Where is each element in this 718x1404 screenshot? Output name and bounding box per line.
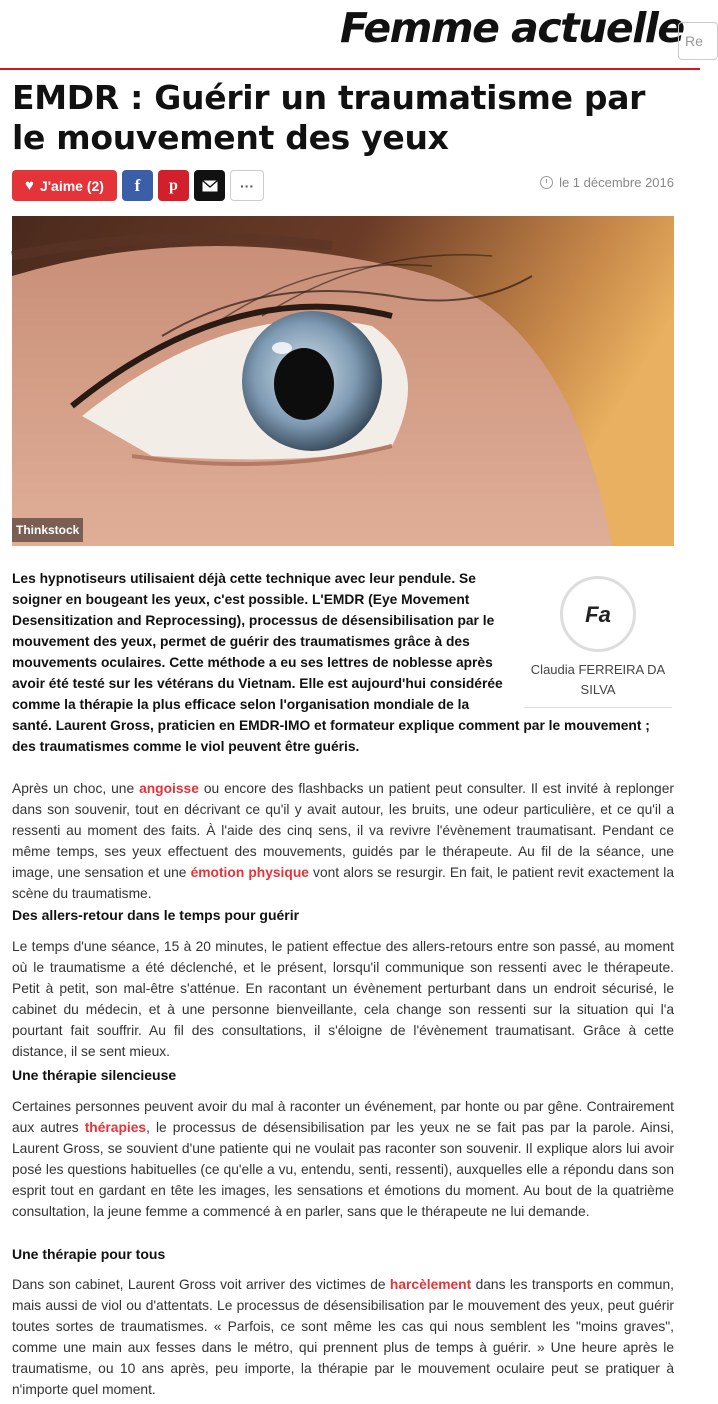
like-label: J'aime (2) — [39, 177, 104, 194]
paragraph-1 — [12, 778, 674, 904]
eye-photo-icon — [12, 216, 674, 546]
site-header — [0, 0, 703, 70]
paragraph-3 — [12, 1096, 674, 1222]
image-credit: Thinkstock — [12, 518, 83, 542]
subheading-1: Des allers-retour dans le temps pour guérir — [12, 907, 300, 923]
keyword-link[interactable]: émotion physique — [190, 865, 309, 880]
intro-text: Les hypnotiseurs utilisaient déjà cette technique avec leur pendule. Se soigner en bougeant les yeux, c'est possible. L'EMDR (Eye Movement Desensitization and Reprocessing), processus de désensibilisation par le mouvement des yeux, permet de guérir des traumatismes grâce à des mouvements oculaires. Cette méthode a eu ses lettres de noblesse après avoir été testé sur les vétérans du Vietnam. Elle est aujourd'hui considérée comme la thérapie la plus efficace selon l'organisation mondiale de la santé. Laurent Gross, praticien en EMDR-IMO et formateur explique comment par le mouvement ; des traumatismes comme le viol peuvent être guéris. — [12, 571, 650, 754]
heart-icon: ♥ — [25, 177, 34, 194]
keyword-link[interactable]: harcèlement — [389, 1277, 472, 1292]
facebook-share-button[interactable] — [122, 170, 153, 201]
paragraph-4 — [12, 1274, 674, 1400]
paragraph-2: Le temps d'une séance, 15 à 20 minutes, le patient effectue des allers-retours entre son passé, au moment où le traumatisme a été déclenché, et le présent, lorsqu'il communique son ressenti avec le thérapeute. Petit à petit, son mal-être s'atténue. En racontant un évènement perturbant dans un endroit sécurisé, le cabinet du médecin, et à une personne bienveillante, cela change son ressenti sur la situation qui l'a pourtant fait souffrir. Au fil des consultations, il s'éloigne de l'évènement traumatisant. Grâce à cette distance, il se sent mieux. — [12, 939, 674, 1059]
keyword-link[interactable]: thérapies — [84, 1120, 147, 1135]
article-intro — [12, 568, 672, 757]
like-button[interactable] — [12, 170, 117, 201]
facebook-icon: f — [134, 175, 141, 195]
author-name: Claudia FERREIRA DA SILVA — [530, 662, 666, 697]
site-logo[interactable]: Femme actuelle — [340, 4, 684, 52]
share-bar — [12, 170, 264, 201]
search-input[interactable]: Re — [678, 22, 718, 60]
paragraph-text: vont alors se resurgir. En fait, le patient revit exactement la scène du traumatisme. — [12, 865, 674, 901]
paragraph-text: Après un choc, une — [12, 781, 140, 796]
clock-icon — [540, 176, 553, 189]
keyword-link[interactable]: angoisse — [139, 781, 199, 796]
paragraph-text: , le processus de désensibilisation par les yeux ne se fait pas par la parole. Ainsi, Laurent Gross, se souvient d'une patiente qui ne voulait pas raconter son souvenir. Il explique alors lui avoir posé les questions habituelles (ce qu'elle a vu, entendu, senti, ressenti), auxquelles elle a répondu dans son esprit tout en gardant en tête les images, les sensations et émotions du moment. Au bout de la quatrième consultation, la jeune femme a commencé à en parler, sans que le thérapeute ne lui demande. — [12, 1120, 674, 1219]
avatar: Fa — [560, 576, 636, 652]
article-title: EMDR : Guérir un traumatisme par le mouvement des yeux — [12, 78, 646, 157]
more-share-button[interactable]: ··· — [230, 170, 264, 201]
subheading-2: Une thérapie silencieuse — [12, 1067, 177, 1083]
paragraph-text: dans les transports en commun, mais aussi de viol ou d'attentats. Le processus de désensibilisation par le mouvement des yeux, peut guérir toutes sortes de traumatismes. « Parfois, ce sont même les cas qui nous semblent les "moins graves", comme une main aux fesses dans le métro, qui prennent plus de temps à guérir. » Une heure après le traumatisme, ou 10 ans après, peu importe, la thérapie par le mouvement oculaire peut se pratiquer à n'importe quel moment. — [12, 1277, 674, 1397]
pinterest-share-button[interactable] — [158, 170, 189, 201]
publish-date — [540, 175, 674, 190]
email-share-button[interactable] — [194, 170, 225, 201]
subheading-3: Une thérapie pour tous — [12, 1246, 166, 1262]
pinterest-icon: p — [169, 176, 178, 194]
author-card[interactable] — [524, 568, 672, 708]
paragraph-text: Certaines personnes peuvent avoir du mal à raconter un événement, par honte ou par gêne. Contrairement aux autres — [12, 1099, 674, 1135]
publish-date-text: le 1 décembre 2016 — [559, 175, 674, 190]
paragraph-text: ou encore des flashbacks un patient peut consulter. Il est invité à replonger dans son souvenir, tout en décrivant ce qu'il y avait autour, les bruits, une odeur particulière, et ce qu'il a ressenti au moment des faits. À l'aide des cinq sens, il va revivre l'évènement traumatisant. Pendant ce même temps, ses yeux effectuent des mouvements, guidés par le thérapeute. Au fil de la séance, une image, une sensation et une — [12, 781, 674, 880]
envelope-icon — [202, 180, 218, 192]
paragraph-text: Dans son cabinet, Laurent Gross voit arriver des victimes de — [12, 1277, 390, 1292]
hero-image — [12, 216, 674, 546]
